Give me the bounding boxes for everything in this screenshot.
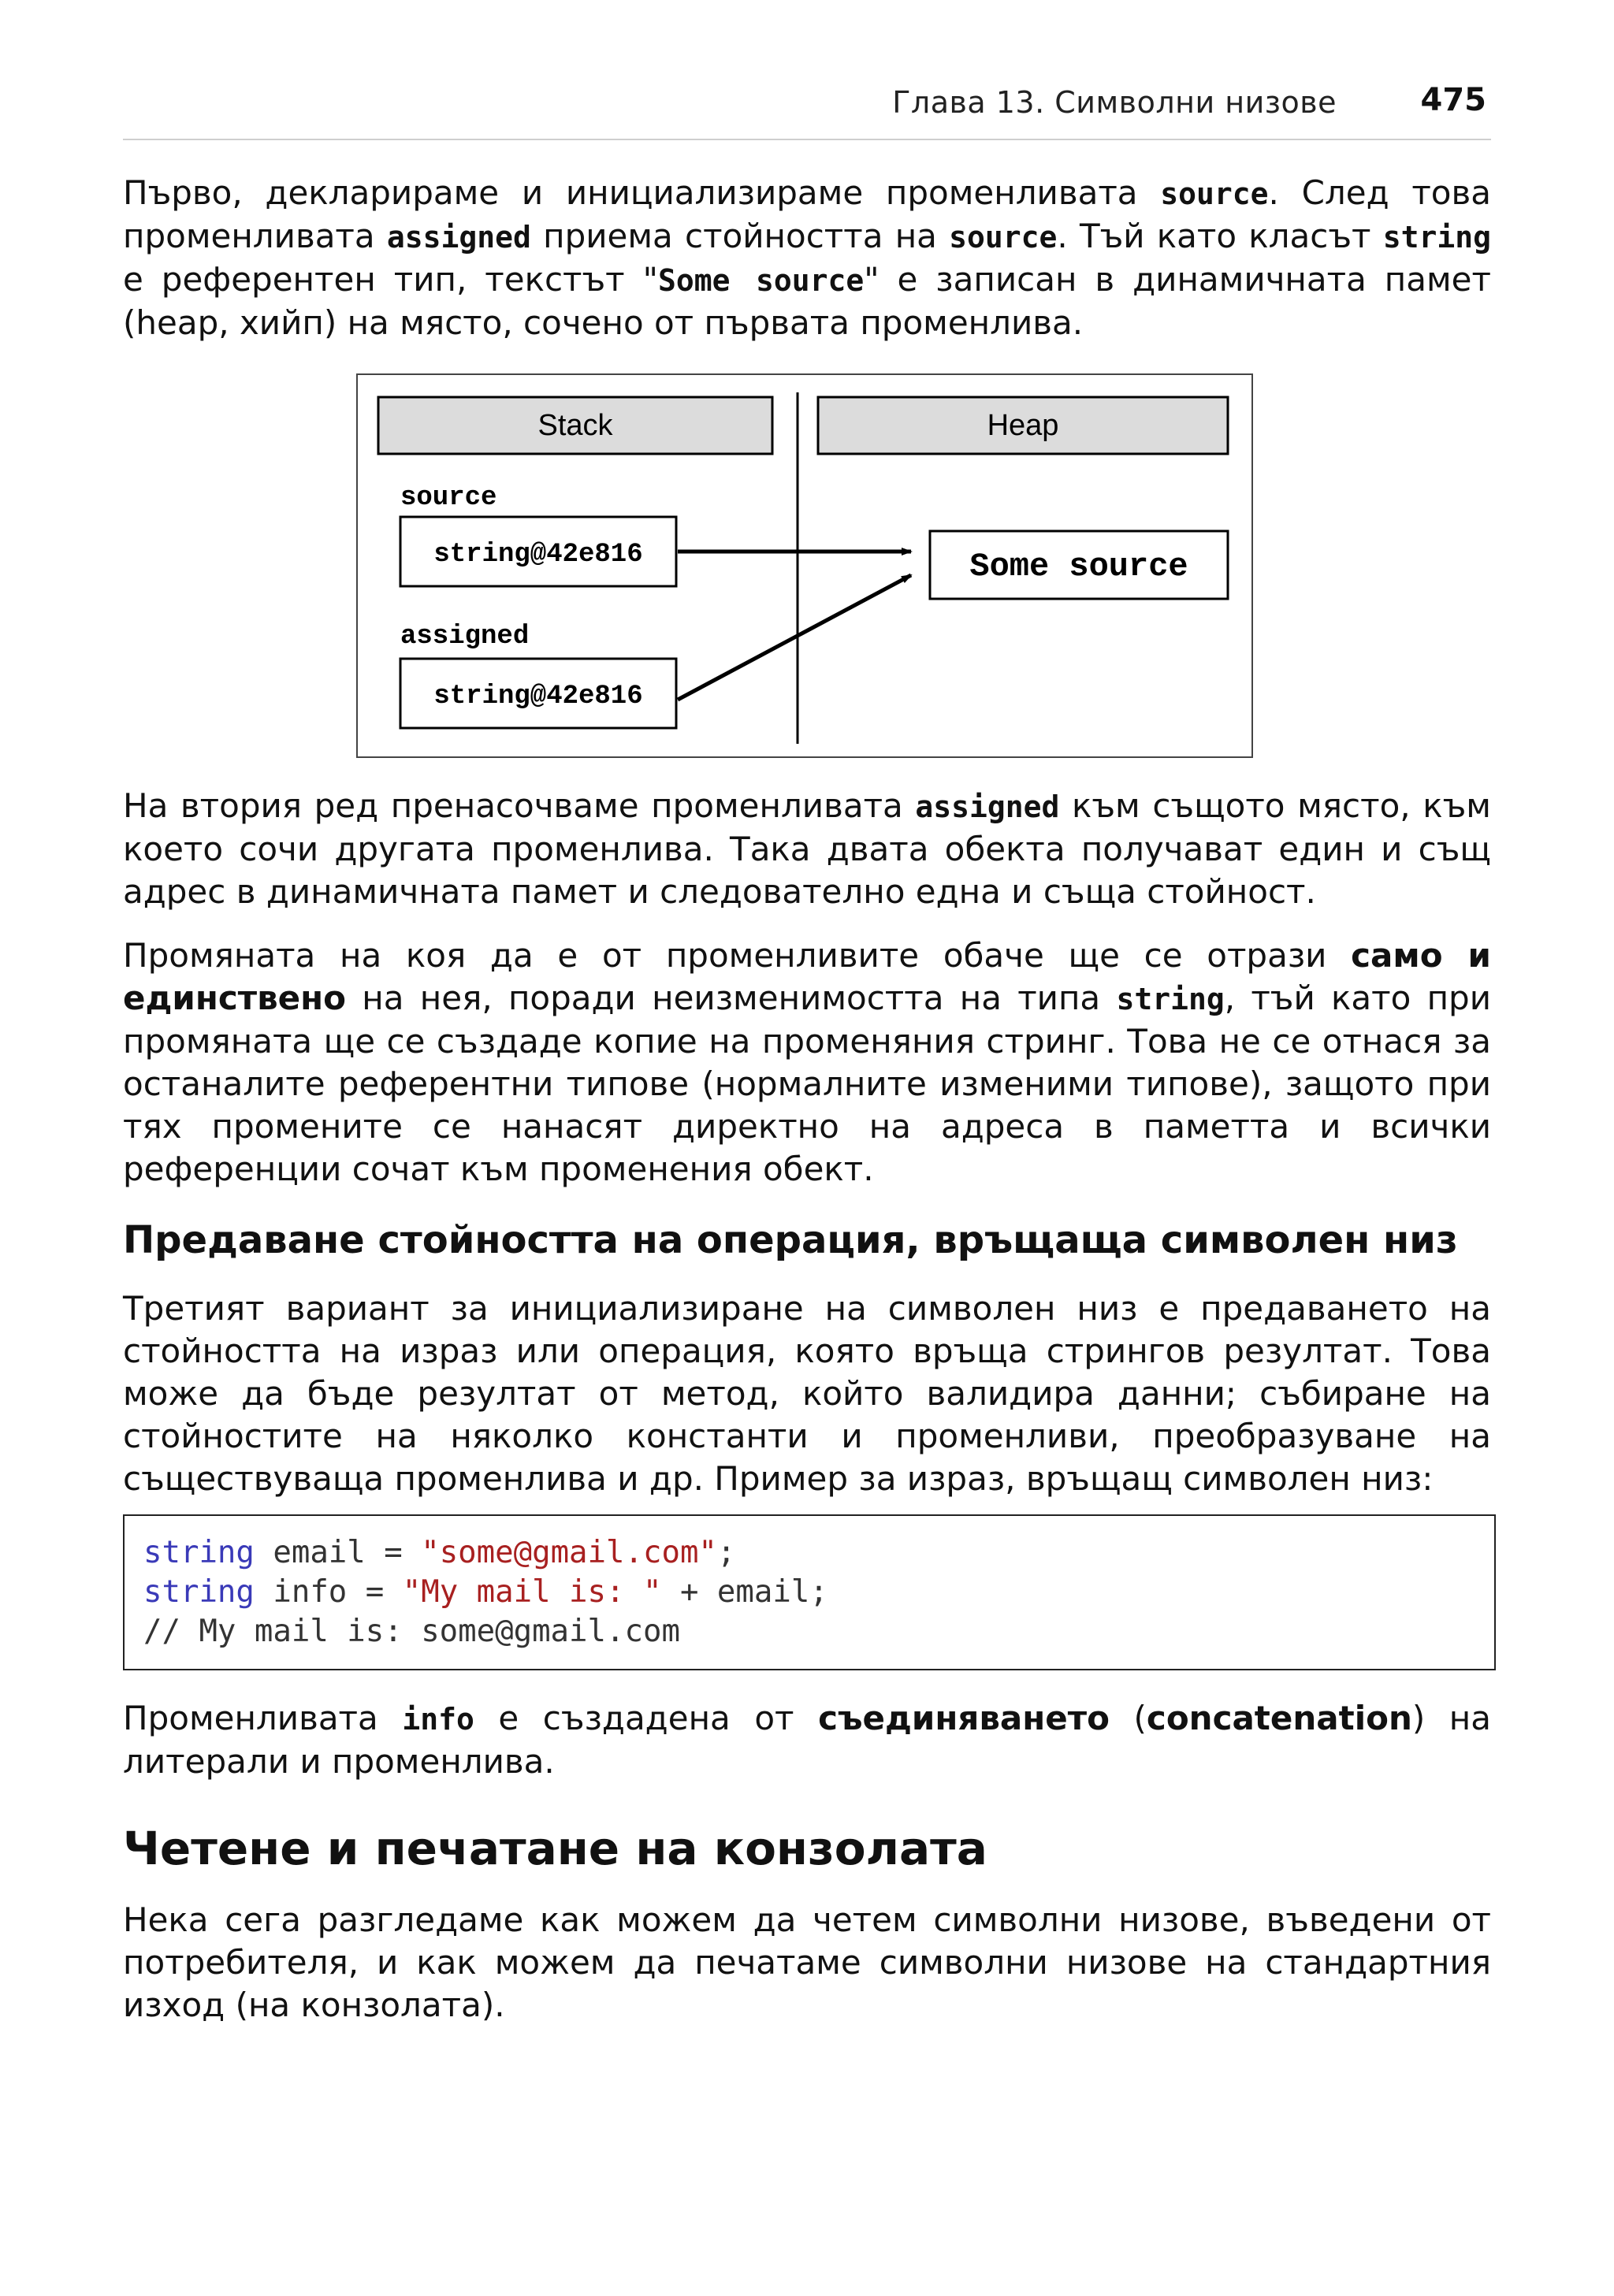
text: ( bbox=[1109, 1699, 1147, 1737]
code-inline: source bbox=[1160, 176, 1269, 211]
code-text: + email; bbox=[661, 1574, 828, 1610]
string-literal: "My mail is: " bbox=[402, 1574, 662, 1610]
code-text: email = bbox=[254, 1535, 422, 1570]
paragraph-concatenation bbox=[123, 1697, 1491, 1783]
source-ref-value: string@42e816 bbox=[433, 540, 643, 570]
chapter-title: Глава 13. Символни низове bbox=[892, 85, 1337, 120]
code-inline: string bbox=[1382, 220, 1491, 254]
text: е създадена от bbox=[474, 1699, 819, 1737]
assigned-var-name: assigned bbox=[400, 622, 530, 652]
text: , тъй като при промяната ще се създаде копие на променяния стринг. Това не се отнася за останалите референтни типове (нормалните изменими типове), защото при тях промените се нанасят директно на адреса в паметта и всички референции сочат към променения обект. bbox=[123, 979, 1491, 1188]
code-inline: string bbox=[1116, 982, 1225, 1016]
keyword: string bbox=[143, 1535, 255, 1570]
code-inline: Some source bbox=[657, 263, 865, 298]
code-line-2 bbox=[143, 1574, 828, 1610]
page-header bbox=[123, 80, 1491, 140]
text: приема стойността на bbox=[530, 217, 950, 255]
code-inline: info bbox=[402, 1702, 474, 1737]
paragraph-console: Нека сега разгледаме как можем да четем символни низове, въведени от потребителя, и как можем да печатаме символни низове на стандартния изход (на конзолата). bbox=[123, 1900, 1491, 2024]
paragraph-second-line bbox=[123, 785, 1491, 913]
text: е референтен тип, текстът " bbox=[123, 260, 658, 299]
text: На втория ред пренасочваме променливата bbox=[123, 786, 916, 825]
chapter-section-heading: Четене и печатане на конзолата bbox=[123, 1822, 987, 1875]
paragraph-expression: Третият вариант за инициализиране на символен низ е предаването на стойността на израз или операция, която връща стрингов резултат. Това може да бъде резултат от метод, който валидира данни; събиране на стойностите на няколко константи и променливи, преобразуване на съществуваща променлива и др. Пример за израз, връщащ символен низ: bbox=[123, 1289, 1491, 1498]
text: . След това променливата bbox=[123, 173, 1491, 255]
paragraph-immutability bbox=[123, 934, 1491, 1191]
section-heading: Предаване стойността на операция, връщаща символен низ bbox=[123, 1218, 1458, 1262]
text: ) на литерали и променлива. bbox=[123, 1699, 1492, 1781]
code-text: ; bbox=[716, 1535, 736, 1570]
stack-label: Stack bbox=[537, 409, 613, 442]
code-line-1 bbox=[143, 1535, 735, 1570]
heap-object-value: Some source bbox=[969, 548, 1188, 585]
code-block bbox=[123, 1514, 1496, 1670]
paragraph-intro bbox=[123, 172, 1491, 344]
text: на нея, поради неизменимостта на типа bbox=[346, 979, 1117, 1017]
text: . Тъй като класът bbox=[1057, 217, 1383, 255]
code-inline: assigned bbox=[386, 220, 531, 254]
text: " е записан в динамичната памет (heap, хийп) на място, сочено от първата променлива. bbox=[123, 260, 1491, 342]
string-literal: "some@gmail.com" bbox=[421, 1535, 717, 1570]
code-inline: assigned bbox=[915, 789, 1060, 824]
text: Първо, декларираме и инициализираме променливата bbox=[123, 173, 1161, 212]
code-inline: source bbox=[949, 220, 1058, 254]
code-text: info = bbox=[254, 1574, 403, 1610]
source-var-name: source bbox=[400, 483, 497, 513]
page-number: 475 bbox=[1420, 82, 1486, 118]
bold-text: concatenation bbox=[1146, 1699, 1412, 1737]
text: Променливата bbox=[123, 1699, 403, 1737]
bold-text: само и единствено bbox=[123, 936, 1491, 1017]
stack-heap-diagram bbox=[356, 373, 1253, 758]
code-line-3: // My mail is: some@gmail.com bbox=[143, 1614, 680, 1649]
text: към същото място, към което сочи другата променлива. Така двата обекта получават един и същ адрес в динамичната памет и следователно една и съща стойност. bbox=[123, 786, 1491, 911]
assigned-ref-value: string@42e816 bbox=[433, 682, 643, 711]
keyword: string bbox=[143, 1574, 255, 1610]
text: Промяната на коя да е от променливите обаче ще се отрази bbox=[123, 936, 1352, 975]
bold-text: съединяването bbox=[818, 1699, 1110, 1737]
heap-label: Heap bbox=[987, 409, 1059, 442]
